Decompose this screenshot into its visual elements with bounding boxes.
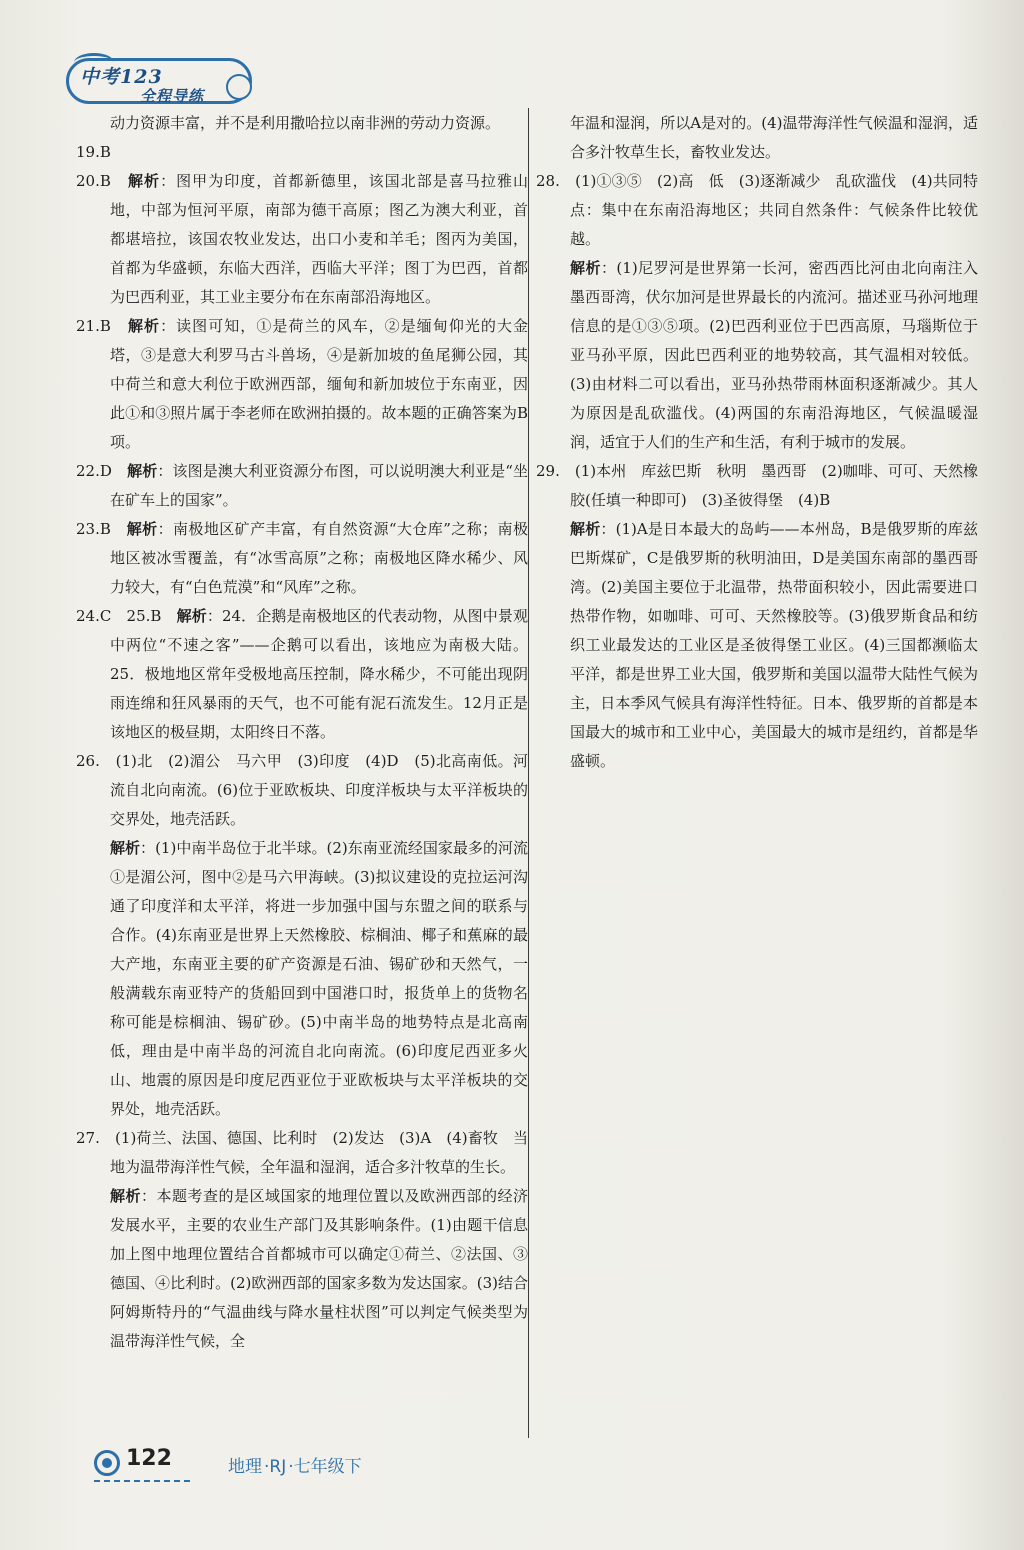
answer-item	[76, 602, 528, 747]
answer-number: 19.B	[76, 143, 111, 161]
answer-text: ：24．企鹅是南极地区的代表动物，从图中景观中两位“不速之客”——企鹅可以看出，该地应为南极大陆。25．极地地区常年受极地高压控制，降水稀少，不可能出现阴雨连绵和狂风暴雨的天气，也不可能有泥石流发生。12月正是该地区的极昼期，太阳终日不落。	[110, 607, 528, 741]
answer-item	[536, 515, 978, 776]
answer-number: 20.B	[76, 172, 111, 190]
answer-number: 28.	[536, 172, 560, 190]
answer-item	[76, 312, 528, 457]
answer-text: ：(1)A是日本最大的岛屿——本州岛，B是俄罗斯的库兹巴斯煤矿，C是俄罗斯的秋明油田，D是美国东南部的墨西哥湾。(2)美国主要位于北温带，热带面积较小，因此需要进口热带作物，如咖啡、可可、天然橡胶等。(3)俄罗斯食品和纺织工业最发达的工业区是圣彼得堡工业区。(4)三国都濒临太平洋，都是世界工业大国，俄罗斯和美国以温带大陆性气候为主，日本季风气候具有海洋性特征。日本、俄罗斯的首都是本国最大的城市和工业中心，美国最大的城市是纽约，首都是华盛顿。	[570, 520, 978, 770]
subject-name: 地理	[228, 1457, 262, 1477]
explanation-label: 解析	[126, 520, 158, 538]
answer-number: 24.C 25.B	[76, 607, 162, 625]
answer-item	[76, 1124, 528, 1182]
answer-item	[76, 1182, 528, 1356]
answer-item	[76, 109, 528, 138]
subject-line: 地理 ·RJ ·七年级下	[228, 1457, 362, 1477]
answer-item	[536, 254, 978, 457]
answer-text: ：图甲为印度，首都新德里，该国北部是喜马拉雅山地，中部为恒河平原，南部为德干高原；图乙为澳大利亚，首都堪培拉，该国农牧业发达，出口小麦和羊毛；图丙为美国，首都为华盛顿，东临大西洋，西临大平洋；图丁为巴西，首都为巴西利亚，其工业主要分布在东南部沿海地区。	[110, 172, 528, 306]
edition: RJ	[269, 1457, 287, 1477]
answer-text: ：读图可知，①是荷兰的风车，②是缅甸仰光的大金塔，③是意大利罗马古斗兽场，④是新加坡的鱼尾狮公园，其中荷兰和意大利位于欧洲西部，缅甸和新加坡位于东南亚，因此①和③照片属于李老师在欧洲拍摄的。故本题的正确答案为B项。	[110, 317, 528, 451]
page-number-underline	[94, 1480, 190, 1482]
left-column	[76, 109, 528, 1356]
explanation-label: 解析	[110, 839, 141, 857]
answer-text: (1)本州 库兹巴斯 秋明 墨西哥 (2)咖啡、可可、天然橡胶(任填一种即可) (3)圣彼得堡 (4)B	[570, 462, 978, 509]
answer-item	[536, 109, 978, 167]
answer-text: 动力资源丰富，并不是利用撒哈拉以南非洲的劳动力资源。	[110, 114, 501, 132]
logo-title: 中考123	[80, 66, 163, 88]
page-number: 122	[126, 1446, 172, 1471]
explanation-label: 解析	[127, 462, 158, 480]
answer-number: 22.D	[76, 462, 112, 480]
answer-text: ：该图是澳大利亚资源分布图，可以说明澳大利亚是“坐在矿车上的国家”。	[110, 462, 528, 509]
answer-number: 26.	[76, 752, 100, 770]
explanation-label: 解析	[570, 520, 601, 538]
answer-item	[76, 515, 528, 602]
answer-number: 29.	[536, 462, 560, 480]
answer-item	[76, 138, 528, 167]
page-number-icon	[94, 1450, 120, 1476]
answer-number: 27.	[76, 1129, 100, 1147]
answer-item	[76, 834, 528, 1124]
answer-item	[536, 457, 978, 515]
answer-item	[76, 747, 528, 834]
answer-item	[76, 457, 528, 515]
answer-text: ：本题考查的是区域国家的地理位置以及欧洲西部的经济发展水平，主要的农业生产部门及其影响条件。(1)由题干信息加上图中地理位置结合首都城市可以确定①荷兰、②法国、③德国、④比利时。(2)欧洲西部的国家多数为发达国家。(3)结合阿姆斯特丹的“气温曲线与降水量柱状图”可以判定气候类型为温带海洋性气候，全	[110, 1187, 528, 1350]
answer-text: 年温和湿润，所以A是对的。(4)温带海洋性气候温和湿润，适合多汁牧草生长，畜牧业发达。	[570, 114, 978, 161]
logo	[66, 52, 266, 110]
answer-item	[536, 167, 978, 254]
explanation-label: 解析	[127, 317, 161, 335]
grade: 七年级下	[293, 1457, 362, 1477]
answer-text: (1)北 (2)湄公 马六甲 (3)印度 (4)D (5)北高南低。河流自北向南流。(6)位于亚欧板块、印度洋板块与太平洋板块的交界处，地壳活跃。	[110, 752, 528, 828]
right-column	[536, 109, 978, 776]
explanation-label: 解析	[110, 1187, 141, 1205]
answer-text: ：南极地区矿产丰富，有自然资源“大仓库”之称；南极地区被冰雪覆盖，有“冰雪高原”之称；南极地区降水稀少、风力较大，有“白色荒漠”和“风库”之称。	[110, 520, 528, 596]
answer-text: ：(1)中南半岛位于北半球。(2)东南亚流经国家最多的河流①是湄公河，图中②是马六甲海峡。(3)拟议建设的克拉运河沟通了印度洋和太平洋，将进一步加强中国与东盟之间的联系与合作。(4)东南亚是世界上天然橡胶、棕榈油、椰子和蕉麻的最大产地，东南亚主要的矿产资源是石油、锡矿砂和天然气，一般满载东南亚特产的货船回到中国港口时，报货单上的货物名称可能是棕榈油、锡矿砂。(5)中南半岛的地势特点是北高南低，理由是中南半岛的河流自北向南流。(6)印度尼西亚多火山、地震的原因是印度尼西亚位于亚欧板块与太平洋板块的交界处，地壳活跃。	[110, 839, 528, 1118]
answer-number: 23.B	[76, 520, 111, 538]
answer-item	[76, 167, 528, 312]
smiley-icon	[226, 74, 252, 100]
answer-text: ：(1)尼罗河是世界第一长河，密西西比河由北向南注入墨西哥湾，伏尔加河是世界最长的内流河。描述亚马孙河地理信息的是①③⑤项。(2)巴西利亚位于巴西高原，马瑙斯位于亚马孙平原，因此巴西利亚的地势较高，其气温相对较低。(3)由材料二可以看出，亚马孙热带雨林面积逐渐减少。其人为原因是乱砍滥伐。(4)两国的东南沿海地区，气候温暖湿润，适宜于人们的生产和生活，有利于城市的发展。	[570, 259, 978, 451]
explanation-label: 解析	[127, 172, 161, 190]
answer-number: 21.B	[76, 317, 111, 335]
footer	[94, 1446, 494, 1486]
column-divider	[528, 108, 529, 1438]
explanation-label: 解析	[176, 607, 207, 625]
logo-subtitle: 全程导练	[140, 87, 205, 105]
explanation-label: 解析	[570, 259, 601, 277]
answer-text: (1)①③⑤ (2)高 低 (3)逐渐减少 乱砍滥伐 (4)共同特点：集中在东南沿海地区；共同自然条件：气候条件比较优越。	[570, 172, 978, 248]
answer-text: (1)荷兰、法国、德国、比利时 (2)发达 (3)A (4)畜牧 当地为温带海洋性气候，全年温和湿润，适合多汁牧草的生长。	[110, 1129, 528, 1176]
